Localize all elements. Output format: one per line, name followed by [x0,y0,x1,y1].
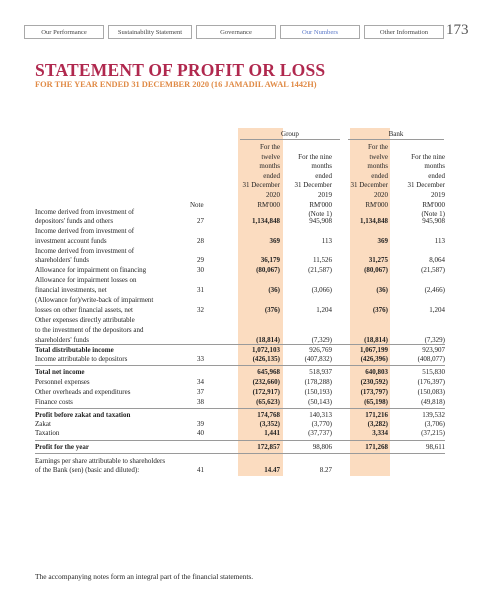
bank-2020-value: (80,067) [364,266,388,274]
section-rule [35,344,445,345]
col-header-line: For the nine [298,152,332,161]
tab-our-numbers[interactable]: Our Numbers [280,25,360,39]
table-row [35,466,445,475]
table-row [35,286,445,295]
bank-2019-value: (176,397) [417,378,445,386]
bank-2020-value: (230,592) [360,378,388,386]
bank-2019-value: (49,818) [421,398,445,406]
row-label: Earnings per share attributable to shareholders [35,457,166,465]
bank-2020-value: (36) [376,286,388,294]
col-header-line: (Note 1) [308,210,332,219]
group-2020-value: (172,917) [252,388,280,396]
row-label: Other expenses directly attributable [35,316,135,324]
table-row [35,420,445,429]
col-header-line: For the [367,143,388,151]
group-2019-value: 1,204 [316,306,332,314]
row-note: 30 [197,266,204,274]
col-header-line: months [424,162,445,171]
group-2019-value: (50,143) [308,398,332,406]
table-row [35,443,445,452]
note-header: Note [190,200,204,209]
bank-2019-value: 945,908 [422,217,445,225]
tab-other-information[interactable]: Other Information [364,25,444,39]
group-2020-value: 14.47 [264,466,280,474]
bank-2020-value: 1,134,848 [360,217,388,225]
group-heading: Group [281,130,299,138]
group-2019-value: 140,313 [309,411,332,419]
group-2019-value: (21,587) [308,266,332,274]
bank-2019-value: 139,532 [422,411,445,419]
bank-2019-value: 1,204 [429,306,445,314]
bank-2020-value: 3,334 [372,429,388,437]
table-row [35,276,445,285]
col-header-line: 31 December [350,181,388,190]
table-row [35,398,445,407]
col-header-line: months [259,162,280,171]
bank-2020-value: 640,803 [365,368,388,376]
row-label: shareholders' funds [35,336,89,344]
group-2020-value: 172,857 [257,443,280,451]
group-2019-value: 11,526 [313,256,332,264]
table-row [35,247,445,256]
group-2019-value: (150,193) [304,388,332,396]
col-header-line: For the nine [411,152,445,161]
group-2019-value: 926,769 [309,346,332,354]
bank-2019-value: 8,064 [429,256,445,264]
table-row [35,368,445,377]
group-2020-value: (3,352) [259,420,280,428]
row-label: Profit before zakat and taxation [35,411,131,419]
row-note: 33 [197,355,204,363]
col-header-line: months [367,162,388,171]
footer-note: The accompanying notes form an integral part of the financial statements. [35,572,254,581]
table-row [35,346,445,355]
group-2020-value: 1,072,103 [252,346,280,354]
bank-2020-value: 171,268 [365,443,388,451]
section-rule [35,408,445,409]
row-label: financial investments, net [35,286,107,294]
group-2019-value: 113 [321,237,332,245]
row-note: 38 [197,398,204,406]
table-row [35,316,445,325]
row-note: 27 [197,217,204,225]
col-header-line: RM'000 [422,200,445,209]
group-2020-value: 369 [269,237,280,245]
section-nav [24,25,444,41]
bank-2019-value: 113 [434,237,445,245]
group-2020-value: (65,623) [256,398,280,406]
group-2019-value: (3,770) [311,420,332,428]
bank-underline [348,139,444,140]
group-2020-value: (80,067) [256,266,280,274]
row-label: (Allowance for)/write-back of impairment [35,296,154,304]
bank-2020-value: 1,067,199 [360,346,388,354]
table-row [35,388,445,397]
row-label: of the Bank (sen) (basic and diluted): [35,466,140,474]
table-row [35,378,445,387]
table-row [35,256,445,265]
row-label: Profit for the year [35,443,89,451]
bank-2019-value: (150,083) [417,388,445,396]
table-row [35,208,445,217]
col-header-line: RM'000 [257,200,280,209]
group-2019-value: 945,908 [309,217,332,225]
bank-2020-value: (376) [372,306,388,314]
group-2019-value: (178,288) [304,378,332,386]
col-bank-2020-header [338,143,388,210]
bank-2019-value: (3,706) [424,420,445,428]
group-2019-value: 8.27 [319,466,332,474]
col-header-line: 31 December [294,181,332,190]
bank-2020-value: 171,216 [365,411,388,419]
bank-2020-value: (65,198) [364,398,388,406]
bank-2020-value: (18,814) [364,336,388,344]
bank-heading: Bank [388,130,404,138]
row-label: Zakat [35,420,51,428]
tab-governance[interactable]: Governance [196,25,276,39]
row-label: Income derived from investment of [35,208,135,216]
row-note: 37 [197,388,204,396]
group-2019-value: 518,937 [309,368,332,376]
tab-sustainability-statement[interactable]: Sustainability Statement [108,25,192,39]
col-header-line: For the [259,143,280,151]
group-2020-value: (376) [264,306,280,314]
group-2020-value: 1,134,848 [252,217,280,225]
group-2020-value: 36,179 [260,256,280,264]
bank-2019-value: 923,907 [422,346,445,354]
table-row [35,411,445,420]
col-header-line: ended [371,171,388,180]
section-rule [35,365,445,366]
row-label: depositors' funds and others [35,217,114,225]
table-row [35,326,445,335]
table-row [35,355,445,364]
row-label: Income derived from investment of [35,247,135,255]
row-label: losses on other financial assets, net [35,306,133,314]
page-title: STATEMENT OF PROFIT OR LOSS [35,60,326,80]
group-2020-value: 174,768 [257,411,280,419]
row-note: 34 [197,378,204,386]
table-row [35,429,445,438]
row-label: Income derived from investment of [35,227,135,235]
col-header-line: ended [428,171,445,180]
bank-2019-value: (37,215) [421,429,445,437]
group-2019-value: (7,329) [311,336,332,344]
col-group-2020-header [230,143,280,210]
row-note: 32 [197,306,204,314]
bank-2019-value: (7,329) [424,336,445,344]
row-label: Total net income [35,368,85,376]
group-2019-value: (3,066) [311,286,332,294]
row-label: Total distributable income [35,346,114,354]
page-number: 173 [446,22,469,38]
table-row [35,306,445,315]
row-label: to the investment of the depositors and [35,326,144,334]
bank-2020-value: (173,797) [360,388,388,396]
col-header-line: RM'000 [365,200,388,209]
table-row [35,227,445,236]
col-header-line: 2019 [318,190,332,199]
row-note: 39 [197,420,204,428]
table-row [35,266,445,275]
bank-2019-value: (2,466) [424,286,445,294]
bank-2020-value: 369 [377,237,388,245]
section-rule [35,440,445,441]
col-header-line: ended [315,171,332,180]
row-label: shareholders' funds [35,256,89,264]
section-rule [35,453,445,454]
group-2019-value: (407,832) [304,355,332,363]
col-header-line: (Note 1) [421,210,445,219]
bank-2020-value: (426,396) [360,355,388,363]
group-underline [240,139,340,140]
row-label: Personnel expenses [35,378,90,386]
col-header-line: twelve [261,152,280,161]
table-row [35,457,445,466]
row-label: Income attributable to depositors [35,355,128,363]
tab-our-performance[interactable]: Our Performance [24,25,104,39]
row-note: 28 [197,237,204,245]
group-2020-value: 645,968 [257,368,280,376]
col-header-line: twelve [369,152,388,161]
row-label: Other overheads and expenditures [35,388,131,396]
col-header-line: 2020 [374,190,388,199]
col-header-line: 31 December [407,181,445,190]
group-2019-value: 98,806 [312,443,332,451]
bank-2020-value: (3,282) [367,420,388,428]
row-label: Allowance for impairment on financing [35,266,147,274]
group-2020-value: 1,441 [264,429,280,437]
bank-2019-value: 98,611 [426,443,445,451]
bank-2019-value: 515,830 [422,368,445,376]
group-2020-value: (426,135) [252,355,280,363]
table-row [35,296,445,305]
row-label: investment account funds [35,237,107,245]
row-label: Allowance for impairment losses on [35,276,137,284]
group-2020-value: (36) [268,286,280,294]
row-note: 31 [197,286,204,294]
table-row [35,217,445,226]
bank-2020-value: 31,275 [368,256,388,264]
col-header-line: 2020 [266,190,280,199]
row-note: 41 [197,466,204,474]
group-2019-value: (37,737) [308,429,332,437]
col-header-line: ended [263,171,280,180]
row-note: 29 [197,256,204,264]
table-row [35,237,445,246]
page-subtitle: FOR THE YEAR ENDED 31 DECEMBER 2020 (16 JAMADIL AWAL 1442H) [35,80,317,89]
col-header-line: 2019 [431,190,445,199]
col-header-line: months [311,162,332,171]
row-note: 40 [197,429,204,437]
bank-2019-value: (408,077) [417,355,445,363]
group-2020-value: (18,814) [256,336,280,344]
row-label: Taxation [35,429,60,437]
row-label: Finance costs [35,398,73,406]
group-2020-value: (232,660) [252,378,280,386]
col-header-line: RM'000 [309,200,332,209]
bank-2019-value: (21,587) [421,266,445,274]
col-header-line: 31 December [242,181,280,190]
